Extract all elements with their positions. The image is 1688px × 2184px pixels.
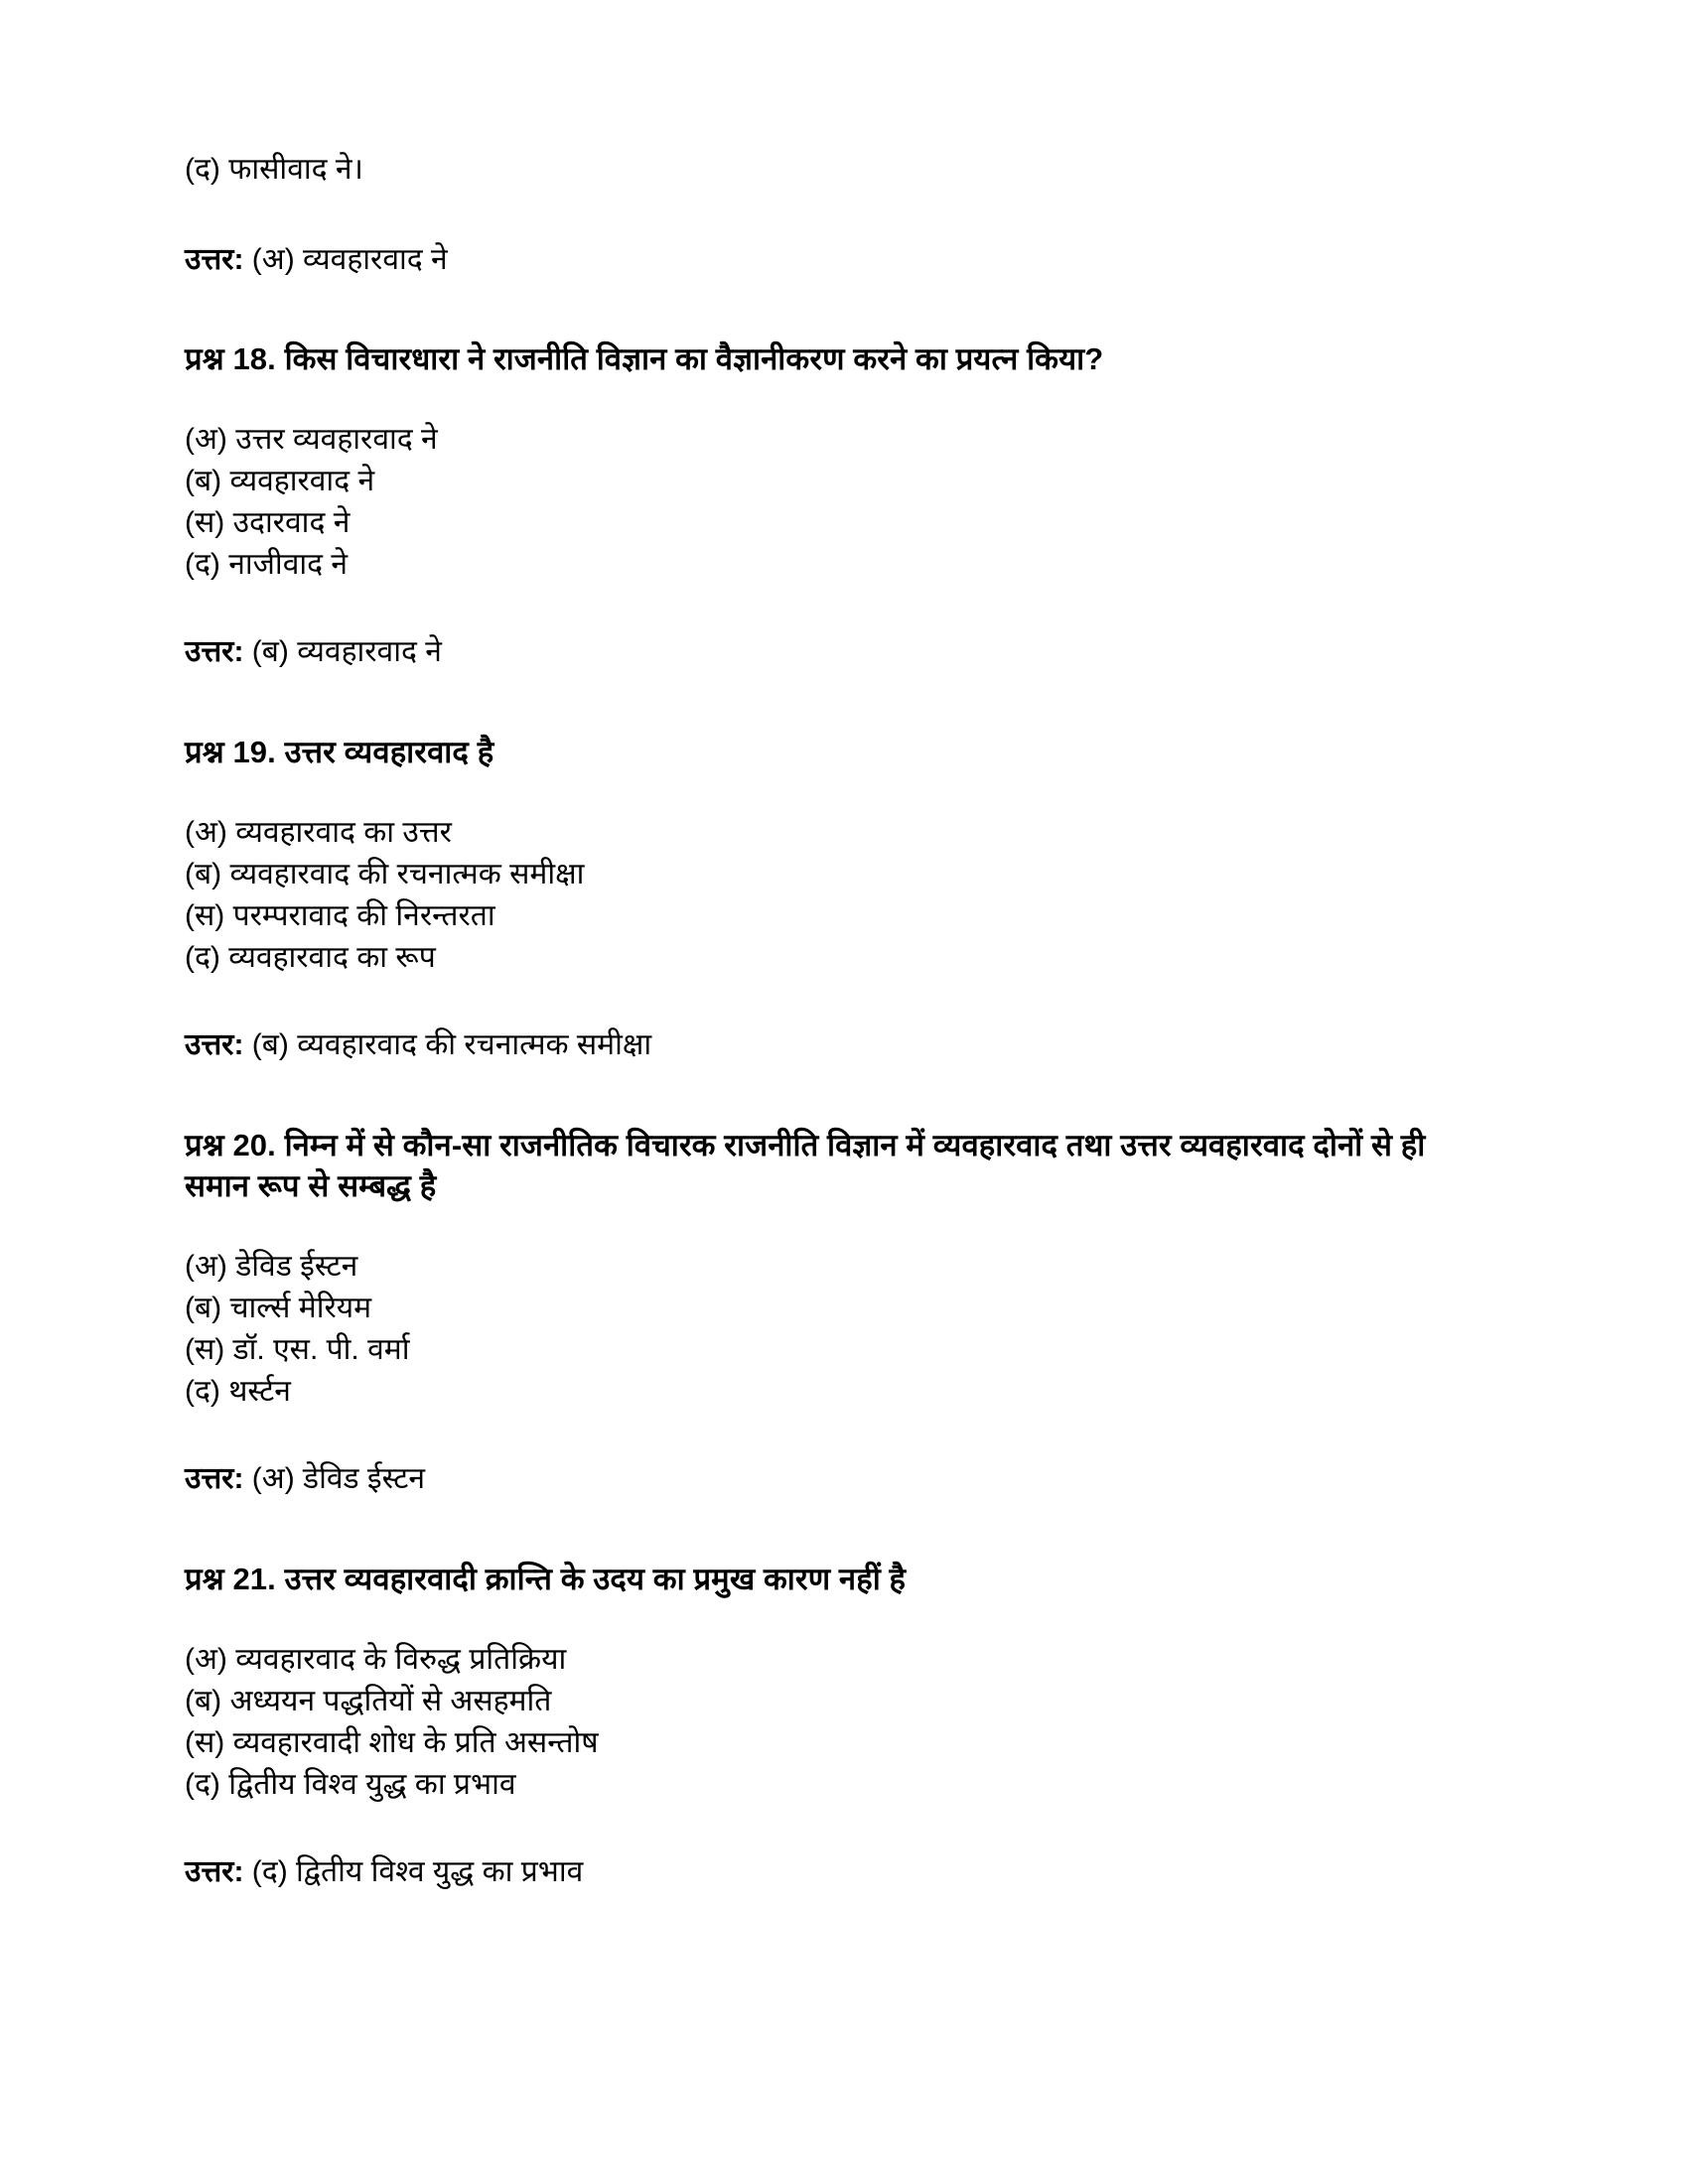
option-item[interactable]: (स) परम्परावाद की निरन्तरता (185, 899, 495, 933)
question-heading-20: प्रश्न 20. निम्न में से कौन-सा राजनीतिक विचारक राजनीति विज्ञान में व्यवहारवाद तथा उत्तर व्यवहारवाद दोनों से ही समान रूप से सम्बद्ध है (185, 1127, 1426, 1204)
answer-line-18 (185, 631, 1466, 674)
question-block-21 (185, 1559, 1466, 1894)
question-heading-19: प्रश्न 19. उत्तर व्यवहारवाद है (185, 735, 494, 769)
question-block-19 (185, 732, 1466, 1067)
answer-value: (द) द्वितीय विश्व युद्ध का प्रभाव (251, 1855, 584, 1889)
question-block-20 (185, 1125, 1466, 1501)
options-list-20 (185, 1246, 1466, 1413)
option-item[interactable]: (अ) डेविड ईस्टन (185, 1250, 358, 1284)
options-list-18 (185, 419, 1466, 586)
answer-label: उत्तर: (185, 1462, 244, 1496)
options-list-19 (185, 812, 1466, 979)
answer-line-21 (185, 1851, 1466, 1894)
option-item[interactable]: (अ) व्यवहारवाद का उत्तर (185, 816, 452, 850)
carryover-option-d: (द) फासीवाद ने। (185, 153, 363, 186)
answer-line-20 (185, 1458, 1466, 1501)
answer-label: उत्तर: (185, 635, 244, 669)
option-item[interactable]: (अ) उत्तर व्यवहारवाद ने (185, 423, 438, 457)
option-item[interactable]: (द) व्यवहारवाद का रूप (185, 941, 436, 975)
question-block-18 (185, 339, 1466, 674)
option-item[interactable]: (ब) व्यवहारवाद की रचनात्मक समीक्षा (185, 858, 585, 891)
answer-value: (अ) डेविड ईस्टन (251, 1462, 426, 1496)
option-item[interactable]: (ब) चार्ल्स मेरियम (185, 1292, 372, 1325)
option-item[interactable]: (द) थर्स्टन (185, 1375, 291, 1409)
answer-label: उत्तर: (185, 242, 244, 276)
option-item[interactable]: (ब) अध्ययन पद्धतियों से असहमति (185, 1685, 552, 1718)
answer-label: उत्तर: (185, 1855, 244, 1889)
question-heading-21: प्रश्न 21. उत्तर व्यवहारवादी क्रान्ति के उदय का प्रमुख कारण नहीं है (185, 1561, 907, 1596)
option-item[interactable]: (द) नाजीवाद ने (185, 548, 349, 582)
option-item[interactable]: (द) द्वितीय विश्व युद्ध का प्रभाव (185, 1768, 516, 1802)
answer-value: (ब) व्यवहारवाद ने (251, 635, 442, 669)
option-item[interactable]: (स) उदारवाद ने (185, 506, 351, 540)
question-heading-18: प्रश्न 18. किस विचारधारा ने राजनीति विज्ञान का वैज्ञानीकरण करने का प्रयत्न किया? (185, 341, 1104, 377)
option-item[interactable]: (अ) व्यवहारवाद के विरुद्ध प्रतिक्रिया (185, 1643, 567, 1677)
answer-label: उत्तर: (185, 1028, 244, 1062)
carryover-answer (185, 239, 1466, 282)
option-item[interactable]: (स) डॉ. एस. पी. वर्मा (185, 1333, 410, 1367)
document-content (185, 149, 1466, 1894)
options-list-21 (185, 1639, 1466, 1806)
answer-line-19 (185, 1024, 1466, 1067)
option-item[interactable]: (ब) व्यवहारवाद ने (185, 465, 375, 498)
answer-value: (ब) व्यवहारवाद की रचनात्मक समीक्षा (251, 1028, 652, 1062)
answer-value: (अ) व्यवहारवाद ने (251, 242, 448, 276)
option-item[interactable]: (स) व्यवहारवादी शोध के प्रति असन्तोष (185, 1726, 599, 1760)
